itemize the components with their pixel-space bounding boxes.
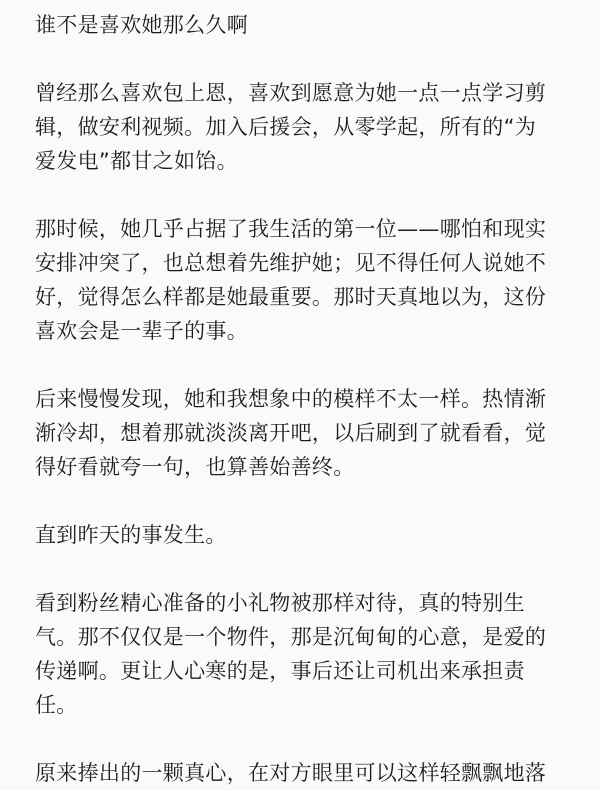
text-line: 原来捧出的一颗真心，在对方眼里可以这样轻飘飘地落 (35, 761, 547, 785)
text-line: 得好看就夸一句，也算善始善终。 (35, 455, 355, 479)
text-line: 那时候，她几乎占据了我生活的第一位——哪怕和现实 (35, 217, 547, 241)
text-line: 传递啊。更让人心寒的是，事后还让司机出来承担责 (35, 659, 525, 683)
paragraph-gap (35, 348, 580, 382)
text-line: 谁不是喜欢她那么久啊 (35, 13, 248, 37)
paragraph-gap (35, 722, 580, 756)
paragraph-gap (35, 42, 580, 76)
text-line: 看到粉丝精心准备的小礼物被那样对待，真的特别生 (35, 591, 525, 615)
text-line: 任。 (35, 693, 78, 717)
text-line: 后来慢慢发现，她和我想象中的模样不太一样。热情渐 (35, 387, 547, 411)
text-line: 曾经那么喜欢包上恩，喜欢到愿意为她一点一点学习剪 (35, 81, 547, 105)
text-line: 直到昨天的事发生。 (35, 523, 227, 547)
text-line: 好，觉得怎么样都是她最重要。那时天真地以为，这份 (35, 285, 547, 309)
paragraph-gap (35, 178, 580, 212)
paragraph-gap (35, 552, 580, 586)
text-line: 安排冲突了，也总想着先维护她；见不得任何人说她不 (35, 251, 547, 275)
text-line: 喜欢会是一辈子的事。 (35, 319, 248, 343)
text-line: 辑，做安利视频。加入后援会，从零学起，所有的“为 (35, 115, 537, 139)
text-line: 爱发电”都甘之如饴。 (35, 149, 238, 173)
text-line: 气。那不仅仅是一个物件，那是沉甸甸的心意，是爱的 (35, 625, 547, 649)
paragraph-gap (35, 484, 580, 518)
text-line: 渐冷却，想着那就淡淡离开吧，以后刷到了就看看，觉 (35, 421, 547, 445)
